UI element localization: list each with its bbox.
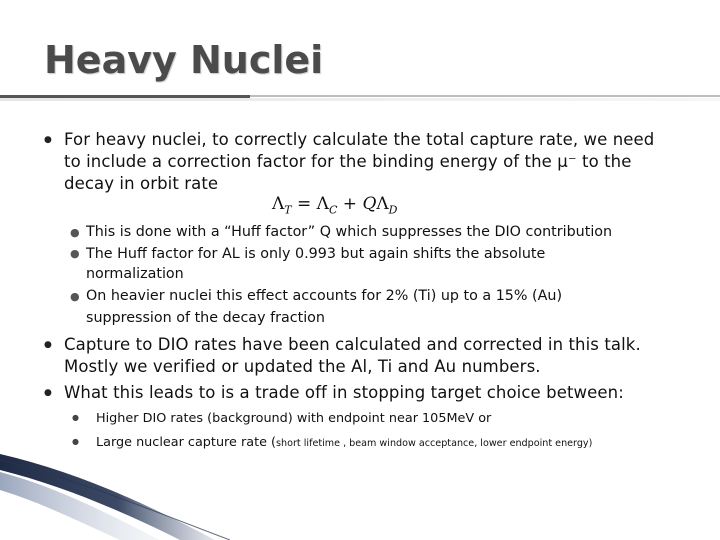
slide-title: Heavy Nuclei [44, 38, 324, 82]
bullet-1-line-2: to include a correction factor for the binding energy of the μ⁻ to the [64, 152, 632, 171]
bullet-dot: ● [44, 388, 52, 398]
choice-bullet-dot: ● [72, 437, 79, 446]
sub-bullet-1-line-1: This is done with a “Huff factor” Q which suppresses the DIO contribution [86, 224, 613, 240]
bullet-dot: ● [44, 135, 52, 145]
choice-2-main: Large nuclear capture rate ( [96, 435, 277, 450]
sub-bullet-2-line-2: normalization [86, 266, 184, 282]
choice-2-small: short lifetime , beam window acceptance, lower endpoint energy) [276, 438, 593, 449]
bullet-2-line-2: Mostly we verified or updated the Al, Ti and Au numbers. [64, 357, 541, 376]
sub-bullet-3-line-1: On heavier nuclei this effect accounts for 2% (Ti) up to a 15% (Au) [86, 288, 563, 304]
bullet-dot: ● [44, 340, 52, 350]
bullet-3-line-1: What this leads to is a trade off in stopping target choice between: [64, 383, 624, 402]
decorative-swoosh [0, 440, 720, 540]
choice-bullet-dot: ● [72, 413, 79, 422]
sub-bullet-3-line-2: suppression of the decay fraction [86, 310, 325, 326]
bullet-1-line-1: For heavy nuclei, to correctly calculate the total capture rate, we need [64, 130, 655, 149]
formula: $\Lambda_T = \Lambda_C + Q\Lambda_D$ [272, 194, 398, 217]
choice-1: Higher DIO rates (background) with endpoint near 105MeV or [96, 411, 492, 426]
sub-bullet-dot: ● [70, 290, 80, 303]
sub-bullet-dot: ● [70, 226, 80, 239]
bullet-2-line-1: Capture to DIO rates have been calculated and corrected in this talk. [64, 335, 641, 354]
sub-bullet-2-line-1: The Huff factor for AL is only 0.993 but again shifts the absolute [86, 246, 546, 262]
sub-bullet-dot: ● [70, 247, 80, 260]
bullet-1-line-3: decay in orbit rate [64, 174, 219, 193]
title-rule [0, 95, 720, 101]
